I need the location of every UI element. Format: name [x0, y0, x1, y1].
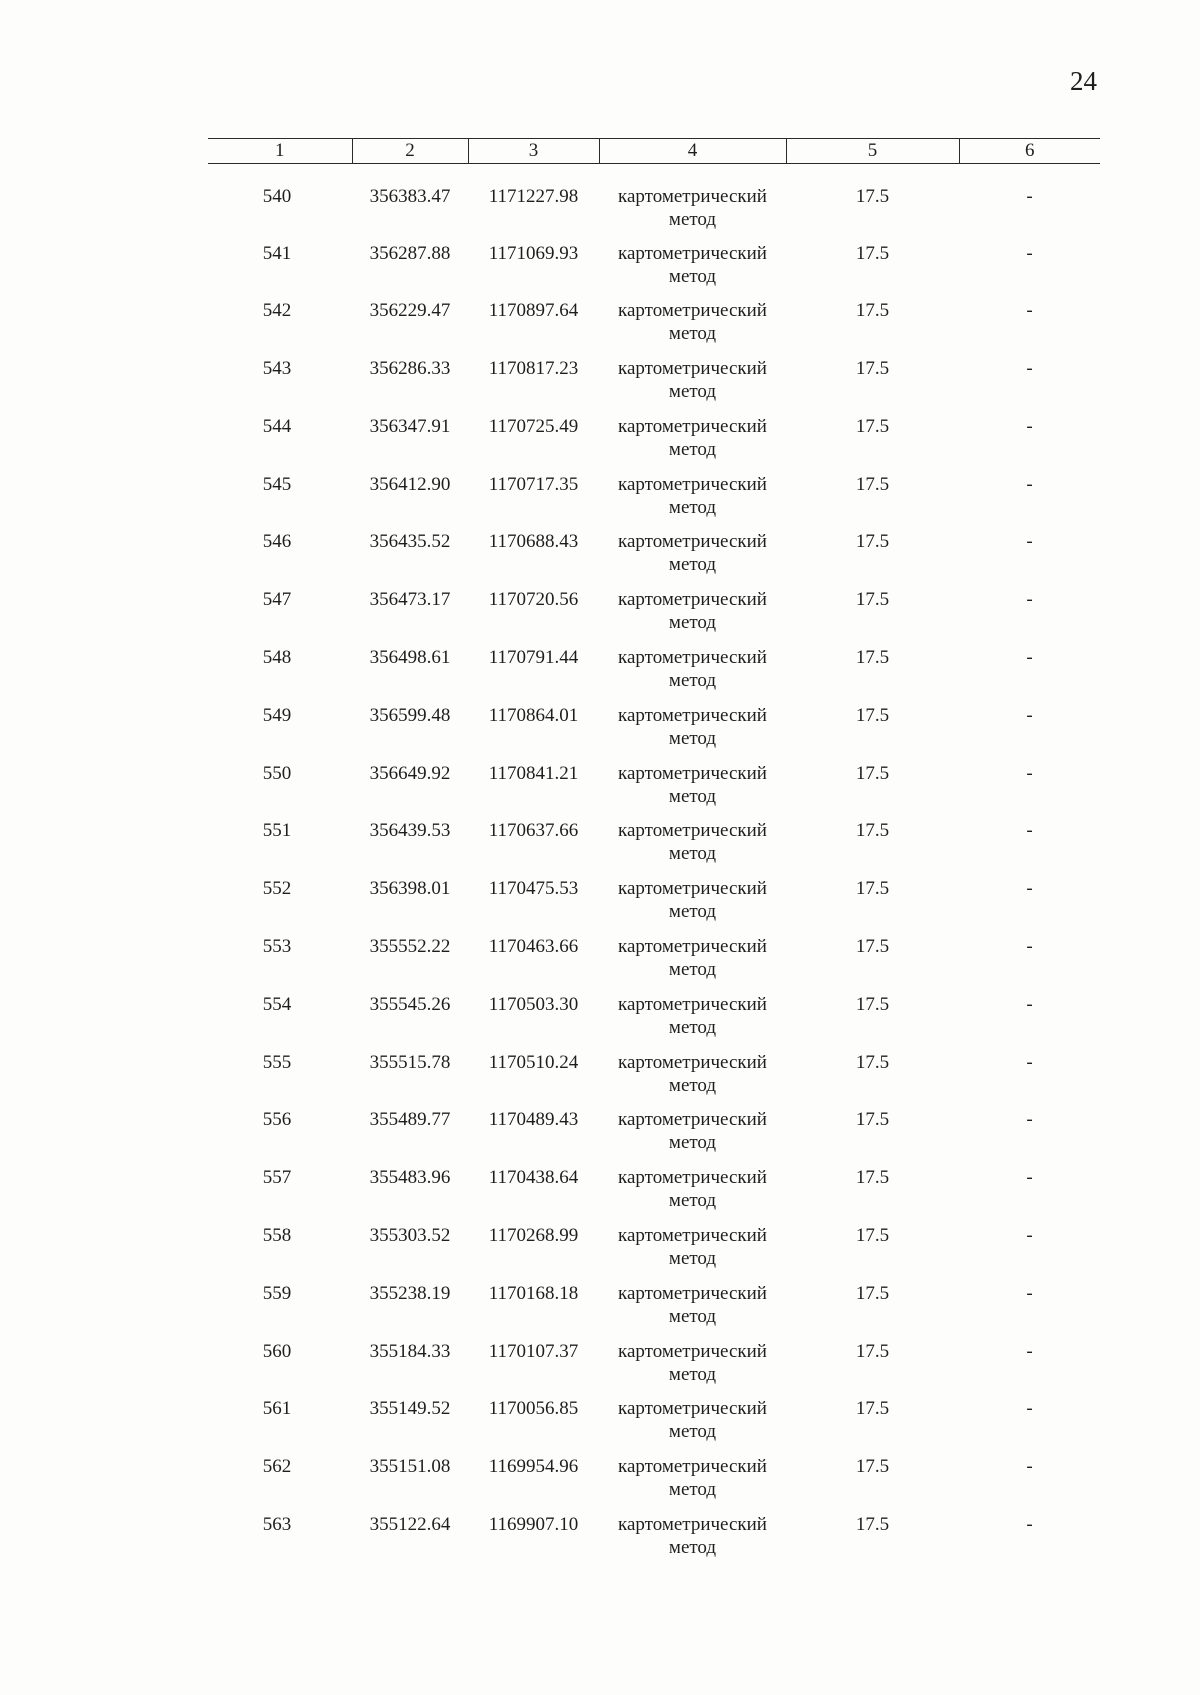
cell-point-number: 559	[262, 1282, 292, 1304]
cell-note: -	[1026, 415, 1033, 437]
cell-note: -	[1026, 358, 1033, 380]
table-row	[208, 473, 1100, 531]
cell-y-coordinate: 1170510.24	[488, 1051, 579, 1073]
cell-accuracy: 17.5	[855, 820, 890, 842]
cell-method: картометрический метод	[618, 936, 767, 981]
cell-y-coordinate: 1170817.23	[488, 358, 579, 380]
cell-note: -	[1026, 1340, 1033, 1362]
cell-accuracy: 17.5	[855, 242, 890, 264]
cell-method: картометрический метод	[618, 993, 767, 1038]
cell-x-coordinate: 356287.88	[369, 242, 451, 264]
table-row	[208, 357, 1100, 415]
header-col-6: 6	[959, 139, 1100, 164]
cell-accuracy: 17.5	[855, 1398, 890, 1420]
cell-method: картометрический метод	[618, 820, 767, 865]
table-row	[208, 1224, 1100, 1282]
cell-y-coordinate: 1170107.37	[488, 1340, 579, 1362]
cell-y-coordinate: 1170791.44	[488, 647, 579, 669]
coordinates-table	[208, 138, 1100, 1571]
cell-point-number: 554	[262, 993, 292, 1015]
cell-y-coordinate: 1170475.53	[488, 878, 579, 900]
cell-x-coordinate: 355552.22	[369, 936, 451, 958]
cell-accuracy: 17.5	[855, 358, 890, 380]
cell-y-coordinate: 1171227.98	[488, 186, 579, 207]
cell-x-coordinate: 356347.91	[369, 415, 451, 437]
cell-accuracy: 17.5	[855, 1456, 890, 1478]
cell-note: -	[1026, 1398, 1033, 1420]
cell-note: -	[1026, 1051, 1033, 1073]
cell-note: -	[1026, 878, 1033, 900]
table-row	[208, 1455, 1100, 1513]
cell-method: картометрический метод	[618, 1282, 767, 1327]
cell-point-number: 556	[262, 1109, 292, 1131]
cell-y-coordinate: 1169907.10	[488, 1514, 579, 1536]
table-row	[208, 877, 1100, 935]
cell-x-coordinate: 355151.08	[369, 1456, 451, 1478]
cell-point-number: 542	[262, 300, 292, 322]
cell-accuracy: 17.5	[855, 415, 890, 437]
cell-y-coordinate: 1171069.93	[488, 242, 579, 264]
cell-accuracy: 17.5	[855, 1109, 890, 1131]
cell-x-coordinate: 356498.61	[369, 647, 451, 669]
table-row	[208, 164, 1100, 242]
cell-x-coordinate: 355122.64	[369, 1514, 451, 1536]
header-col-3: 3	[468, 139, 599, 164]
cell-point-number: 557	[262, 1167, 292, 1189]
cell-y-coordinate: 1170489.43	[488, 1109, 579, 1131]
cell-accuracy: 17.5	[855, 186, 890, 207]
cell-note: -	[1026, 993, 1033, 1015]
cell-note: -	[1026, 1456, 1033, 1478]
cell-method: картометрический метод	[618, 647, 767, 692]
cell-point-number: 543	[262, 358, 292, 380]
table-row	[208, 299, 1100, 357]
cell-note: -	[1026, 647, 1033, 669]
cell-accuracy: 17.5	[855, 878, 890, 900]
cell-accuracy: 17.5	[855, 531, 890, 553]
cell-x-coordinate: 356398.01	[369, 878, 451, 900]
cell-x-coordinate: 355184.33	[369, 1340, 451, 1362]
cell-method: картометрический метод	[618, 589, 767, 634]
cell-method: картометрический метод	[618, 1456, 767, 1501]
cell-y-coordinate: 1170463.66	[488, 936, 579, 958]
cell-point-number: 555	[262, 1051, 292, 1073]
cell-accuracy: 17.5	[855, 762, 890, 784]
cell-x-coordinate: 355303.52	[369, 1225, 451, 1247]
header-col-5: 5	[786, 139, 959, 164]
cell-method: картометрический метод	[618, 1051, 767, 1096]
table-row	[208, 1513, 1100, 1571]
cell-y-coordinate: 1170897.64	[488, 300, 579, 322]
cell-note: -	[1026, 531, 1033, 553]
cell-note: -	[1026, 1282, 1033, 1304]
table-body	[208, 164, 1100, 1571]
cell-method: картометрический метод	[618, 1109, 767, 1154]
cell-accuracy: 17.5	[855, 936, 890, 958]
header-col-1: 1	[208, 139, 352, 164]
cell-accuracy: 17.5	[855, 1282, 890, 1304]
cell-method: картометрический метод	[618, 878, 767, 923]
page-number: 24	[1070, 66, 1097, 96]
coordinates-table-container	[208, 138, 1100, 1571]
cell-point-number: 545	[262, 473, 292, 495]
table-row	[208, 993, 1100, 1051]
table-row	[208, 1108, 1100, 1166]
header-col-2: 2	[352, 139, 468, 164]
cell-note: -	[1026, 300, 1033, 322]
cell-accuracy: 17.5	[855, 473, 890, 495]
cell-y-coordinate: 1169954.96	[488, 1456, 579, 1478]
cell-x-coordinate: 356383.47	[369, 186, 451, 207]
cell-point-number: 546	[262, 531, 292, 553]
cell-point-number: 544	[262, 415, 292, 437]
cell-x-coordinate: 355515.78	[369, 1051, 451, 1073]
cell-point-number: 562	[262, 1456, 292, 1478]
cell-accuracy: 17.5	[855, 704, 890, 726]
cell-note: -	[1026, 1225, 1033, 1247]
cell-note: -	[1026, 242, 1033, 264]
cell-accuracy: 17.5	[855, 993, 890, 1015]
cell-x-coordinate: 355238.19	[369, 1282, 451, 1304]
cell-point-number: 547	[262, 589, 292, 611]
cell-x-coordinate: 356412.90	[369, 473, 451, 495]
cell-method: картометрический метод	[618, 473, 767, 518]
table-row	[208, 762, 1100, 820]
cell-x-coordinate: 356229.47	[369, 300, 451, 322]
cell-y-coordinate: 1170841.21	[488, 762, 579, 784]
cell-point-number: 540	[262, 186, 292, 207]
cell-note: -	[1026, 820, 1033, 842]
cell-method: картометрический метод	[618, 358, 767, 403]
cell-method: картометрический метод	[618, 415, 767, 460]
cell-x-coordinate: 355489.77	[369, 1109, 451, 1131]
table-row	[208, 646, 1100, 704]
cell-note: -	[1026, 1167, 1033, 1189]
table-row	[208, 1166, 1100, 1224]
cell-method: картометрический метод	[618, 242, 767, 287]
cell-x-coordinate: 356599.48	[369, 704, 451, 726]
cell-y-coordinate: 1170637.66	[488, 820, 579, 842]
cell-accuracy: 17.5	[855, 300, 890, 322]
cell-point-number: 563	[262, 1514, 292, 1536]
cell-accuracy: 17.5	[855, 589, 890, 611]
table-row	[208, 1051, 1100, 1109]
cell-point-number: 550	[262, 762, 292, 784]
cell-y-coordinate: 1170056.85	[488, 1398, 579, 1420]
cell-x-coordinate: 355149.52	[369, 1398, 451, 1420]
cell-note: -	[1026, 762, 1033, 784]
cell-note: -	[1026, 936, 1033, 958]
cell-y-coordinate: 1170268.99	[488, 1225, 579, 1247]
table-row	[208, 415, 1100, 473]
cell-y-coordinate: 1170688.43	[488, 531, 579, 553]
cell-accuracy: 17.5	[855, 1340, 890, 1362]
cell-y-coordinate: 1170438.64	[488, 1167, 579, 1189]
cell-point-number: 541	[262, 242, 292, 264]
cell-x-coordinate: 356435.52	[369, 531, 451, 553]
cell-method: картометрический метод	[618, 1340, 767, 1385]
cell-y-coordinate: 1170725.49	[488, 415, 579, 437]
cell-x-coordinate: 356286.33	[369, 358, 451, 380]
cell-point-number: 558	[262, 1225, 292, 1247]
table-row	[208, 704, 1100, 762]
table-row	[208, 242, 1100, 300]
table-row	[208, 588, 1100, 646]
cell-method: картометрический метод	[618, 531, 767, 576]
cell-y-coordinate: 1170503.30	[488, 993, 579, 1015]
cell-method: картометрический метод	[618, 1225, 767, 1270]
cell-y-coordinate: 1170864.01	[488, 704, 579, 726]
table-header	[208, 139, 1100, 164]
header-row	[208, 139, 1100, 164]
table-row	[208, 819, 1100, 877]
cell-note: -	[1026, 704, 1033, 726]
table-row	[208, 1397, 1100, 1455]
cell-method: картометрический метод	[618, 1514, 767, 1559]
cell-note: -	[1026, 1109, 1033, 1131]
cell-point-number: 548	[262, 647, 292, 669]
cell-note: -	[1026, 186, 1033, 207]
cell-point-number: 549	[262, 704, 292, 726]
cell-x-coordinate: 356473.17	[369, 589, 451, 611]
table-row	[208, 1282, 1100, 1340]
cell-method: картометрический метод	[618, 1167, 767, 1212]
cell-method: картометрический метод	[618, 300, 767, 345]
cell-note: -	[1026, 589, 1033, 611]
cell-point-number: 553	[262, 936, 292, 958]
table-row	[208, 935, 1100, 993]
cell-x-coordinate: 356649.92	[369, 762, 451, 784]
cell-x-coordinate: 355483.96	[369, 1167, 451, 1189]
header-col-4: 4	[599, 139, 786, 164]
cell-point-number: 560	[262, 1340, 292, 1362]
cell-point-number: 561	[262, 1398, 292, 1420]
cell-accuracy: 17.5	[855, 1225, 890, 1247]
cell-y-coordinate: 1170168.18	[488, 1282, 579, 1304]
cell-y-coordinate: 1170717.35	[488, 473, 579, 495]
cell-x-coordinate: 356439.53	[369, 820, 451, 842]
cell-method: картометрический метод	[618, 704, 767, 749]
cell-note: -	[1026, 473, 1033, 495]
cell-accuracy: 17.5	[855, 647, 890, 669]
table-row	[208, 530, 1100, 588]
cell-accuracy: 17.5	[855, 1514, 890, 1536]
cell-method: картометрический метод	[618, 186, 767, 230]
cell-x-coordinate: 355545.26	[369, 993, 451, 1015]
cell-point-number: 551	[262, 820, 292, 842]
cell-accuracy: 17.5	[855, 1167, 890, 1189]
table-row	[208, 1340, 1100, 1398]
cell-note: -	[1026, 1514, 1033, 1536]
cell-method: картометрический метод	[618, 762, 767, 807]
cell-accuracy: 17.5	[855, 1051, 890, 1073]
cell-point-number: 552	[262, 878, 292, 900]
cell-method: картометрический метод	[618, 1398, 767, 1443]
cell-y-coordinate: 1170720.56	[488, 589, 579, 611]
